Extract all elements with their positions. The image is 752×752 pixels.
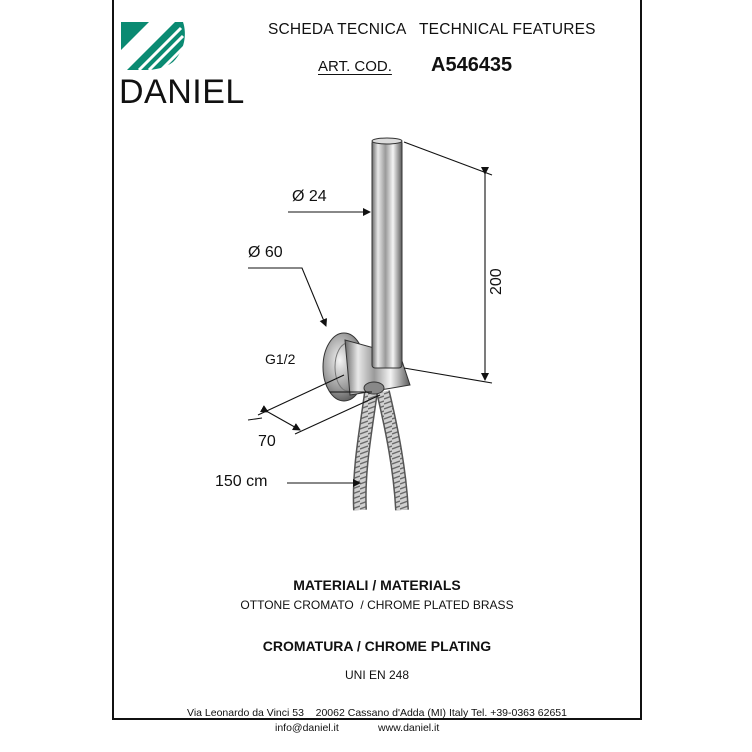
thread-label: G1/2: [265, 351, 296, 367]
plating-heading: CROMATURA / CHROME PLATING: [262, 638, 492, 654]
depth-label: 70: [258, 433, 276, 450]
shower-hose: [360, 392, 402, 510]
depth-extension-left: [248, 418, 262, 420]
plating-value: UNI EN 248: [344, 668, 410, 682]
flange-diameter-label: Ø 60: [248, 244, 283, 261]
handle-diameter-label: Ø 24: [292, 188, 327, 205]
materials-heading: MATERIALI / MATERIALS: [293, 577, 461, 593]
brand-name: DANIEL: [119, 73, 245, 111]
materials-value: OTTONE CROMATO / CHROME PLATED BRASS: [240, 598, 514, 612]
depth-dimension-line: [268, 412, 300, 430]
footer-address: Via Leonardo da Vinci 53 20062 Cassano d'Adda (MI) Italy Tel. +39-0363 62651: [187, 707, 567, 719]
footer-website: www.daniel.it: [378, 722, 440, 734]
hose-length-label: 150 cm: [215, 473, 268, 490]
footer-email: info@daniel.it: [275, 722, 339, 734]
height-extension-bottom: [404, 368, 492, 383]
art-cod-label: ART. COD.: [318, 58, 392, 75]
flange-diameter-leader: [248, 268, 326, 326]
sheet-title: SCHEDA TECNICA TECHNICAL FEATURES: [268, 21, 596, 38]
depth-extension-wall: [258, 375, 344, 415]
article-code: A546435: [431, 54, 513, 76]
hand-shower: [372, 138, 402, 368]
height-label: 200: [488, 268, 505, 295]
height-extension-top: [404, 142, 492, 175]
